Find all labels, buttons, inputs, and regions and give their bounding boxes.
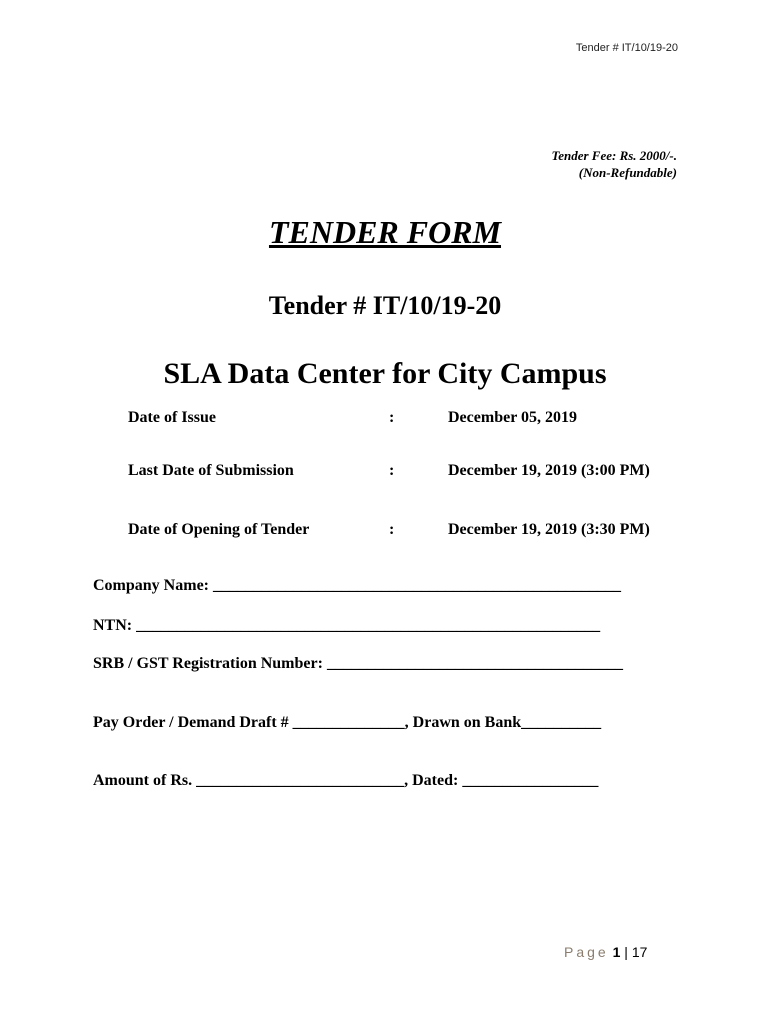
date-value: December 05, 2019 (448, 409, 577, 426)
date-colon: : (389, 409, 395, 426)
tender-subject: SLA Data Center for City Campus (163, 357, 607, 390)
srb-gst-registration-field[interactable]: SRB / GST Registration Number: _____________________________________ (93, 655, 623, 672)
tender-number: Tender # IT/10/19-20 (268, 291, 502, 320)
date-value: December 19, 2019 (3:30 PM) (448, 521, 650, 538)
page-total: 17 (631, 944, 648, 960)
date-colon: : (389, 521, 395, 538)
tender-fee-block (551, 147, 677, 181)
pay-order-field[interactable]: Pay Order / Demand Draft # ______________, Drawn on Bank__________ (93, 714, 602, 731)
date-value: December 19, 2019 (3:00 PM) (448, 462, 650, 479)
date-label: Date of Issue (128, 409, 216, 426)
date-row-submission (0, 462, 770, 484)
page-word: Page (564, 944, 609, 960)
non-refundable-note: (Non-Refundable) (578, 165, 677, 180)
page-separator: | (620, 944, 632, 960)
page-number (564, 944, 647, 960)
date-label: Last Date of Submission (128, 462, 294, 479)
page-current: 1 (612, 944, 621, 960)
date-colon: : (389, 462, 395, 479)
form-title: TENDER FORM (268, 214, 502, 250)
amount-field[interactable]: Amount of Rs. __________________________, Dated: _________________ (93, 772, 599, 789)
tender-fee: Tender Fee: Rs. 2000/-. (551, 148, 677, 163)
header-reference: Tender # IT/10/19-20 (575, 42, 678, 54)
ntn-field[interactable]: NTN: __________________________________________________________ (93, 617, 601, 634)
date-label: Date of Opening of Tender (128, 521, 310, 538)
company-name-field[interactable]: Company Name: ___________________________________________________ (93, 577, 621, 594)
date-row-issue (0, 409, 770, 431)
date-row-opening (0, 521, 770, 543)
